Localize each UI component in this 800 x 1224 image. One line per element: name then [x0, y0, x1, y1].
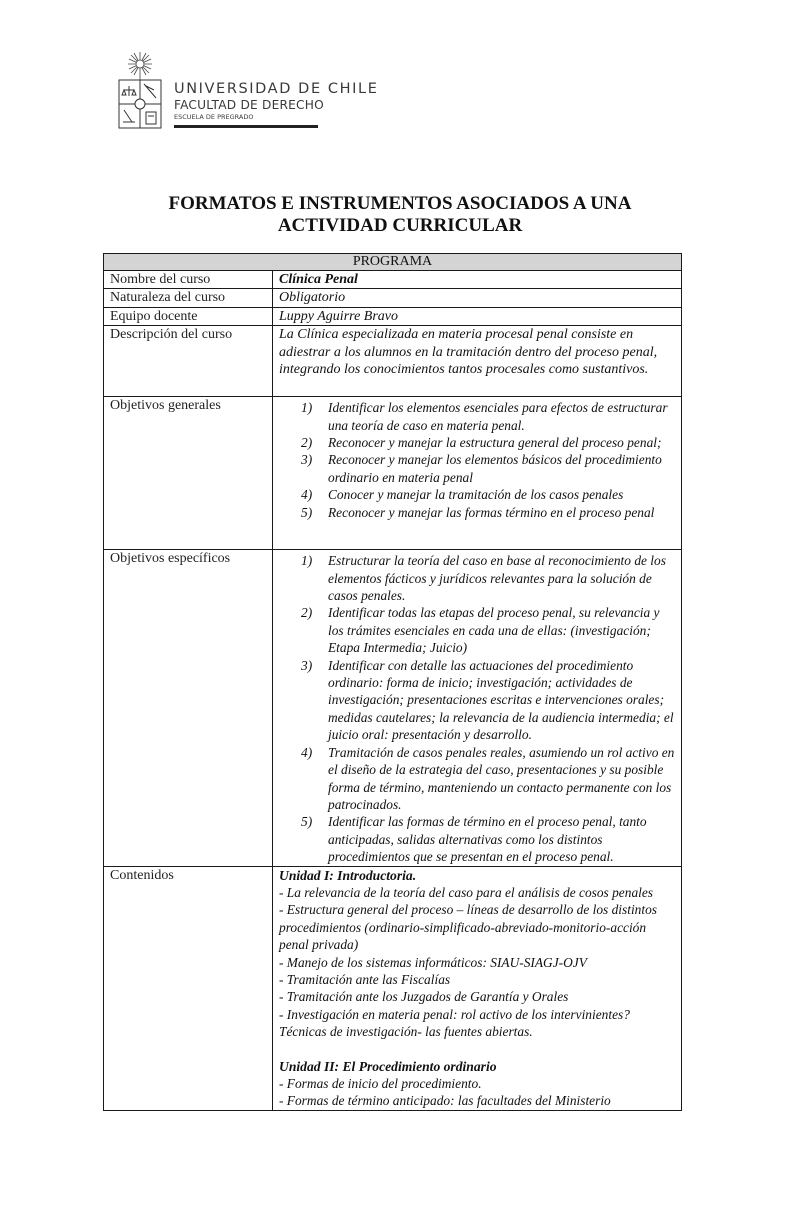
table-row — [104, 866, 682, 1110]
item-text: Conocer y manejar la tramitación de los casos penales — [328, 487, 624, 503]
school-name: ESCUELA DE PREGRADO — [174, 113, 254, 121]
list-item — [279, 657, 675, 744]
table-row — [104, 289, 682, 307]
item-number: 2) — [301, 605, 313, 621]
contents-cell — [273, 866, 682, 1110]
item-number: 2) — [301, 435, 313, 451]
course-nature-value: Obligatorio — [273, 289, 682, 307]
item-number: 4) — [301, 744, 313, 760]
faculty-name: FACULTAD DE DERECHO — [174, 98, 324, 112]
row-label: Objetivos generales — [104, 397, 273, 550]
item-number: 1) — [301, 553, 313, 569]
list-item — [279, 399, 675, 434]
table-heading: PROGRAMA — [104, 254, 682, 271]
general-objectives-list — [279, 399, 675, 521]
item-text: Reconocer y manejar los elementos básicos del procedimiento ordinario en materia penal — [328, 452, 662, 485]
table-row — [104, 397, 682, 550]
title-line-2: ACTIVIDAD CURRICULAR — [277, 215, 523, 236]
content-line: - Formas de inicio del procedimiento. — [279, 1076, 482, 1091]
content-line: - Tramitación ante los Juzgados de Garantía y Orales — [279, 989, 569, 1005]
list-item — [279, 813, 675, 865]
title-line-1: FORMATOS E INSTRUMENTOS ASOCIADOS A UNA — [168, 193, 632, 214]
item-number: 3) — [301, 657, 313, 673]
list-item — [279, 552, 675, 604]
unit-title: Unidad II: El Procedimiento ordinario — [279, 1058, 497, 1074]
document-title — [100, 193, 700, 237]
item-text: Identificar con detalle las actuaciones del procedimiento ordinario: forma de inicio; investigación; actividades de investigación; presentaciones escritas e intervenciones orales; medidas cautelares; la relevancia de la audiencia intermedia; el juicio oral: presentación y desarrollo. — [328, 657, 674, 743]
row-label: Equipo docente — [104, 307, 273, 325]
item-number: 4) — [301, 487, 313, 503]
course-description-value — [273, 326, 682, 397]
table-row — [104, 550, 682, 866]
row-label: Objetivos específicos — [104, 550, 273, 866]
row-label: Contenidos — [104, 866, 273, 1110]
header-rule — [174, 125, 318, 128]
content-line: - Tramitación ante las Fiscalías — [279, 971, 451, 987]
item-number: 5) — [301, 504, 313, 520]
content-line: - Investigación en materia penal: rol activo de los intervinientes? Técnicas de investigación- las fuentes abiertas. — [279, 1006, 630, 1040]
item-number: 1) — [301, 400, 313, 416]
row-label: Descripción del curso — [104, 326, 273, 397]
item-text: Identificar los elementos esenciales para efectos de estructurar una teoría de caso en materia penal. — [328, 400, 668, 433]
spacer — [279, 1041, 675, 1058]
table-row — [104, 271, 682, 289]
program-table — [103, 253, 682, 1111]
content-line: - Estructura general del proceso – líneas de desarrollo de los distintos procedimientos (ordinario-simplificado-abreviado-monitorio-acción penal privada) — [279, 902, 658, 953]
university-name: UNIVERSIDAD DE CHILE — [174, 81, 379, 97]
list-item — [279, 504, 675, 521]
row-label: Naturaleza del curso — [104, 289, 273, 307]
content-line: - Manejo de los sistemas informáticos: SIAU-SIAGJ-OJV — [279, 954, 587, 970]
item-number: 5) — [301, 814, 313, 830]
document-header — [117, 50, 379, 130]
list-item — [279, 451, 675, 486]
unit-title: Unidad I: Introductoria. — [279, 867, 417, 883]
item-text: Identificar todas las etapas del proceso penal, su relevancia y los trámites esenciales en cada una de ellas: (investigación; Etapa Intermedia; Juicio) — [328, 605, 660, 656]
list-item — [279, 434, 675, 451]
list-item — [279, 744, 675, 814]
specific-objectives-cell — [273, 550, 682, 866]
university-crest-icon — [117, 50, 163, 130]
content-line: - Formas de término anticipado: las facultades del Ministerio — [279, 1093, 611, 1109]
teaching-team-value: Luppy Aguirre Bravo — [273, 307, 682, 325]
item-text: Reconocer y manejar la estructura general del proceso penal; — [328, 435, 662, 451]
item-text: Identificar las formas de término en el proceso penal, tanto anticipadas, salidas alternativas como los distintos procedimientos que se presentan en el proceso penal. — [328, 814, 647, 865]
description-text: La Clínica especializada en materia procesal penal consiste en adiestrar a los alumnos en la tramitación dentro del proceso penal, integrando los conocimientos tantos procesales como sustantivos. — [279, 327, 658, 378]
table-header-row — [104, 254, 682, 271]
content-line: - La relevancia de la teoría del caso para el análisis de cosos penales — [279, 884, 654, 900]
row-label: Nombre del curso — [104, 271, 273, 289]
item-number: 3) — [301, 452, 313, 468]
general-objectives-cell — [273, 397, 682, 550]
item-text: Tramitación de casos penales reales, asumiendo un rol activo en el diseño de la estrategia del caso, presentaciones y su posible forma de término, manteniendo un contacto permanente con los patrocinados. — [328, 744, 675, 812]
item-text: Reconocer y manejar las formas término en el proceso penal — [328, 504, 655, 520]
list-item — [279, 604, 675, 656]
list-item — [279, 486, 675, 503]
table-row — [104, 307, 682, 325]
course-name-value: Clínica Penal — [273, 271, 682, 289]
item-text: Estructurar la teoría del caso en base al reconocimiento de los elementos fácticos y jurídicos relevantes para la solución de casos penales. — [328, 553, 666, 604]
table-row — [104, 326, 682, 397]
specific-objectives-list — [279, 552, 675, 865]
